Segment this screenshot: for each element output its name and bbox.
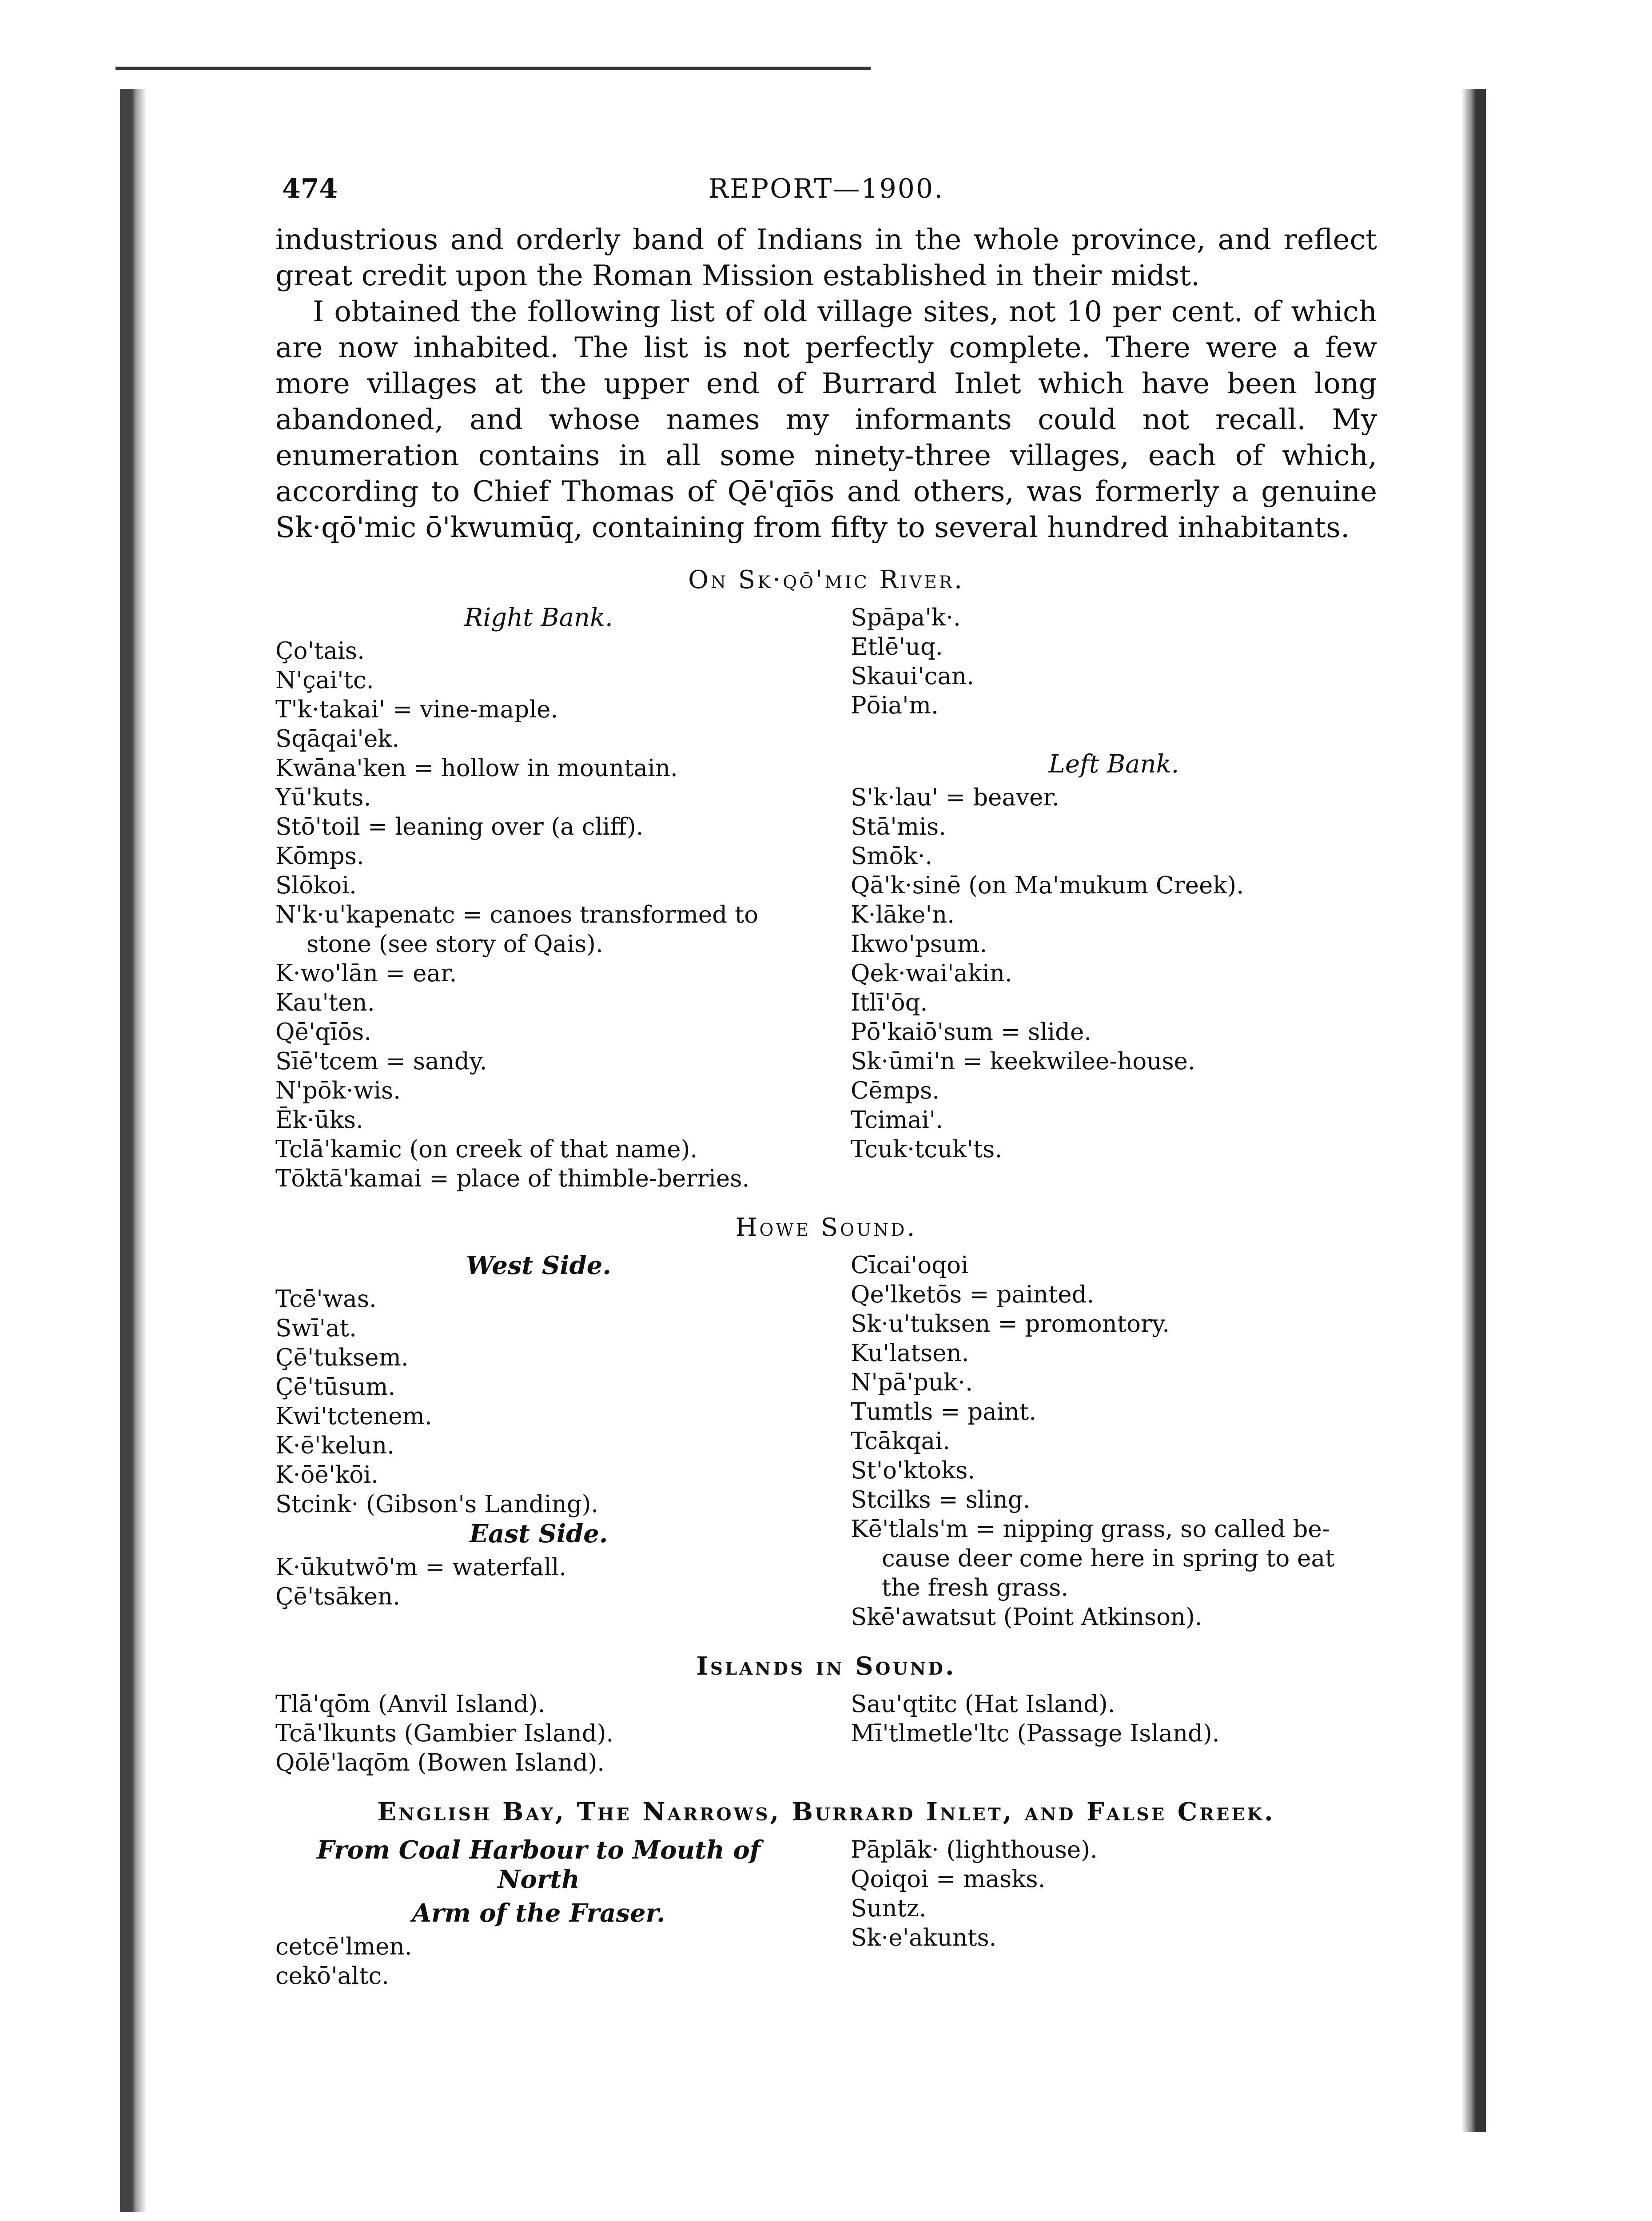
list-item: Tclā'kamic (on creek of that name). <box>275 1136 698 1163</box>
list-item: Tlā'qōm (Anvil Island). <box>275 1691 545 1718</box>
islands-columns <box>275 1690 1377 1778</box>
list-item: Tumtls = paint. <box>851 1398 1037 1425</box>
list-item: Sk·ūmi'n = keekwilee-house. <box>851 1048 1195 1075</box>
list-item: Slōkoi. <box>275 872 357 899</box>
list-item: Qā'k·sinē (on Ma'mukum Creek). <box>851 872 1244 899</box>
list-item: K·ōē'kōi. <box>275 1461 379 1489</box>
scan-top-rule <box>115 67 871 70</box>
list-item: Smōk·. <box>851 843 933 870</box>
list-item: Cīcai'oqoi <box>851 1252 968 1279</box>
list-item-continuation: cause deer come here in spring to eat <box>882 1545 1335 1572</box>
english-bay-columns <box>275 1835 1377 1991</box>
list-item: Stō'toil = leaning over (a cliff). <box>275 813 644 840</box>
page-header <box>275 173 1377 222</box>
west-side-heading: West Side. <box>466 1251 611 1280</box>
list-item: Çē'tūsum. <box>275 1373 396 1401</box>
howe-columns <box>275 1251 1377 1632</box>
list-item: Tcā'lkunts (Gambier Island). <box>275 1720 614 1747</box>
list-item: Kau'ten. <box>275 989 375 1016</box>
list-item: N'çai'tc. <box>275 667 374 694</box>
list-item: Tōktā'kamai = place of thimble-berries. <box>275 1165 750 1192</box>
running-head: REPORT—1900. <box>708 173 944 204</box>
list-item: Ikwo'psum. <box>851 931 987 958</box>
list-item: S'k·lau' = beaver. <box>851 784 1059 811</box>
list-item: St'o'ktoks. <box>851 1457 975 1484</box>
list-item: Ēk·ūks. <box>275 1107 363 1134</box>
list-item: Qoiqoi = masks. <box>851 1866 1046 1893</box>
list-item: Ku'latsen. <box>851 1340 969 1367</box>
list-item: Kwāna'ken = hollow in mountain. <box>275 755 678 782</box>
list-item: Kōmps. <box>275 843 364 870</box>
list-item: T'k·takai' = vine-maple. <box>275 696 558 723</box>
river-columns <box>275 603 1377 1194</box>
list-item: Çē'tuksem. <box>275 1344 409 1371</box>
intro-paragraph-2: I obtained the following list of old village sites, not 10 per cent. of which are now inhabited. The list is not perfectly complete. There were a few more villages at the upper end of Burrard Inlet which have been long abandoned, and whose names my informants could not recall. My enumeration contains in all some ninety-three villages, each of which, according to Chief Thomas of Qē'qīōs and others, was formerly a genuine Sk·qō'mic ō'kwumūq, containing from fifty to several hundred inhabitants. <box>275 295 1377 544</box>
list-item: Stcink· (Gibson's Landing). <box>275 1491 599 1518</box>
list-item: K·lāke'n. <box>851 901 955 928</box>
islands-left-column <box>275 1690 802 1778</box>
list-item: K·ē'kelun. <box>275 1432 394 1459</box>
list-item: Sk·e'akunts. <box>851 1924 997 1951</box>
list-item: Pāplāk· (lighthouse). <box>851 1836 1098 1863</box>
list-item: Qē'qīōs. <box>275 1019 372 1046</box>
list-item: Stcilks = sling. <box>851 1486 1031 1513</box>
section-heading-river: On Sk·qō'mic River. <box>688 565 964 594</box>
scan-binding-shadow-right <box>1461 89 1486 2132</box>
right-bank-column <box>275 603 802 1194</box>
list-item: cekō'altc. <box>275 1962 390 1990</box>
section-heading-howe-sound: Howe Sound. <box>735 1213 917 1242</box>
list-item: Ço'tais. <box>275 637 365 665</box>
list-item: N'k·u'kapenatc = canoes transformed to <box>275 901 759 928</box>
list-item: Tcē'was. <box>275 1286 377 1313</box>
list-item: Çē'tsāken. <box>275 1583 401 1610</box>
list-item: Stā'mis. <box>851 813 947 840</box>
list-item: Sau'qtitc (Hat Island). <box>851 1691 1115 1718</box>
list-item: Sīē'tcem = sandy. <box>275 1048 487 1075</box>
list-item: Swī'at. <box>275 1315 357 1342</box>
list-item: Spāpa'k·. <box>851 604 961 631</box>
list-item: Pōia'm. <box>851 692 939 719</box>
intro-paragraph-1: industrious and orderly band of Indians in the whole province, and reflect great credit upon the Roman Mission established in their midst. <box>275 223 1377 292</box>
document-page <box>275 173 1377 1991</box>
list-item: Tcākqai. <box>851 1428 950 1455</box>
left-bank-heading: Left Bank. <box>1048 750 1179 779</box>
list-item: K·ūkutwō'm = waterfall. <box>275 1554 567 1581</box>
list-item: Kwi'tctenem. <box>275 1403 432 1430</box>
list-item: Qek·wai'akin. <box>851 960 1012 987</box>
section-heading-islands: Islands in Sound. <box>696 1652 956 1681</box>
list-item: N'pā'puk·. <box>851 1369 973 1396</box>
list-item: Suntz. <box>851 1895 927 1922</box>
page-number: 474 <box>282 173 338 204</box>
list-item: Sqāqai'ek. <box>275 725 400 752</box>
coal-harbour-heading-line-1: From Coal Harbour to Mouth of North <box>317 1835 760 1894</box>
list-item: Yū'kuts. <box>275 784 371 811</box>
left-bank-column <box>851 603 1377 1194</box>
right-bank-heading: Right Bank. <box>464 603 613 632</box>
list-item: Sk·u'tuksen = promontory. <box>851 1310 1170 1337</box>
list-item: Pō'kaiō'sum = slide. <box>851 1019 1092 1046</box>
section-heading-english-bay: English Bay, The Narrows, Burrard Inlet, and False Creek. <box>377 1797 1275 1827</box>
english-bay-left-column <box>275 1835 802 1991</box>
list-item-continuation: the fresh grass. <box>882 1574 1069 1601</box>
list-item: N'pōk·wis. <box>275 1077 401 1104</box>
list-item: Skē'awatsut (Point Atkinson). <box>851 1604 1202 1631</box>
list-item: Qe'lketōs = painted. <box>851 1281 1095 1308</box>
english-bay-right-column <box>851 1835 1377 1991</box>
list-item: Tcuk·tcuk'ts. <box>851 1136 1003 1163</box>
list-item: Qōlē'laqōm (Bowen Island). <box>275 1749 605 1776</box>
howe-right-column <box>851 1251 1377 1632</box>
list-item: Kē'tlals'm = nipping grass, so called be- <box>851 1516 1330 1543</box>
scan-binding-shadow-left <box>120 89 147 2212</box>
list-item: cetcē'lmen. <box>275 1933 412 1960</box>
islands-right-column <box>851 1690 1377 1778</box>
west-side-column <box>275 1251 802 1632</box>
list-item: Itlī'ōq. <box>851 989 928 1016</box>
east-side-heading: East Side. <box>469 1519 608 1548</box>
list-item: Etlē'uq. <box>851 633 943 661</box>
list-item: Tcimai'. <box>851 1107 943 1134</box>
list-item: Mī'tlmetle'ltc (Passage Island). <box>851 1720 1220 1747</box>
list-item-continuation: stone (see story of Qais). <box>307 931 603 958</box>
list-item: K·wo'lān = ear. <box>275 960 457 987</box>
list-item: Skaui'can. <box>851 663 974 690</box>
coal-harbour-heading-line-2: Arm of the Fraser. <box>412 1899 665 1928</box>
list-item: Cēmps. <box>851 1077 940 1104</box>
